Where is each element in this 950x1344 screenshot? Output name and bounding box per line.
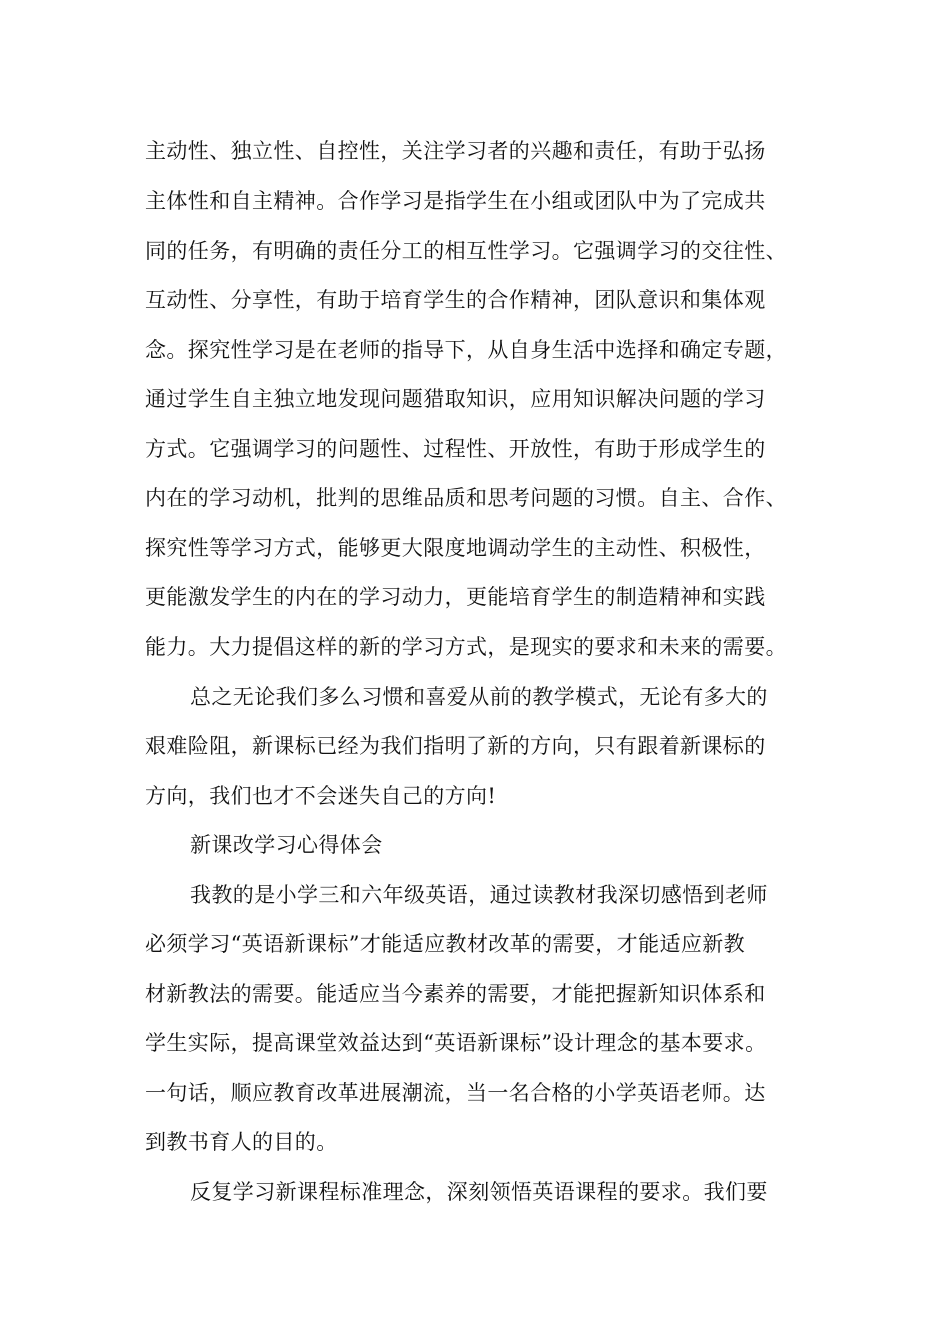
text-line: 主动性、独立性、自控性，关注学习者的兴趣和责任，有助于弘扬	[145, 139, 766, 163]
section-heading: 新课改学习心得体会	[190, 833, 383, 857]
text-line: 念。探究性学习是在老师的指导下，从自身生活中选择和确定专题，	[145, 338, 787, 362]
paragraph-first-line: 反复学习新课程标准理念，深刻领悟英语课程的要求。我们要	[190, 1180, 768, 1204]
text-line: 方向，我们也才不会迷失自己的方向!	[145, 784, 497, 808]
text-line: 艰难险阻，新课标已经为我们指明了新的方向，只有跟着新课标的	[145, 734, 766, 758]
text-line: 更能激发学生的内在的学习动力，更能培育学生的制造精神和实践	[145, 585, 766, 609]
text-line: 必须学习“英语新课标”才能适应教材改革的需要，才能适应新教	[145, 932, 746, 956]
text-line: 通过学生自主独立地发现问题猎取知识，应用知识解决问题的学习	[145, 387, 766, 411]
text-line: 内在的学习动机，批判的思维品质和思考问题的习惯。自主、合作、	[145, 486, 787, 510]
text-line: 学生实际，提高课堂效益达到“英语新课标”设计理念的基本要求。	[145, 1031, 767, 1055]
paragraph-first-line: 我教的是小学三和六年级英语，通过读教材我深切感悟到老师	[190, 883, 768, 907]
text-line: 探究性等学习方式，能够更大限度地调动学生的主动性、积极性，	[145, 536, 766, 560]
text-line: 到教书育人的目的。	[145, 1130, 338, 1154]
text-line: 能力。大力提倡这样的新的学习方式，是现实的要求和未来的需要。	[145, 635, 787, 659]
text-line: 一句话，顺应教育改革进展潮流，当一名合格的小学英语老师。达	[145, 1081, 766, 1105]
paragraph-first-line: 总之无论我们多么习惯和喜爱从前的教学模式，无论有多大的	[190, 685, 768, 709]
text-line: 主体性和自主精神。合作学习是指学生在小组或团队中为了完成共	[145, 189, 766, 213]
text-line: 方式。它强调学习的问题性、过程性、开放性，有助于形成学生的	[145, 437, 766, 461]
text-line: 互动性、分享性，有助于培育学生的合作精神，团队意识和集体观	[145, 288, 766, 312]
text-line: 同的任务，有明确的责任分工的相互性学习。它强调学习的交往性、	[145, 239, 787, 263]
text-line: 材新教法的需要。能适应当今素养的需要，才能把握新知识体系和	[145, 982, 766, 1006]
